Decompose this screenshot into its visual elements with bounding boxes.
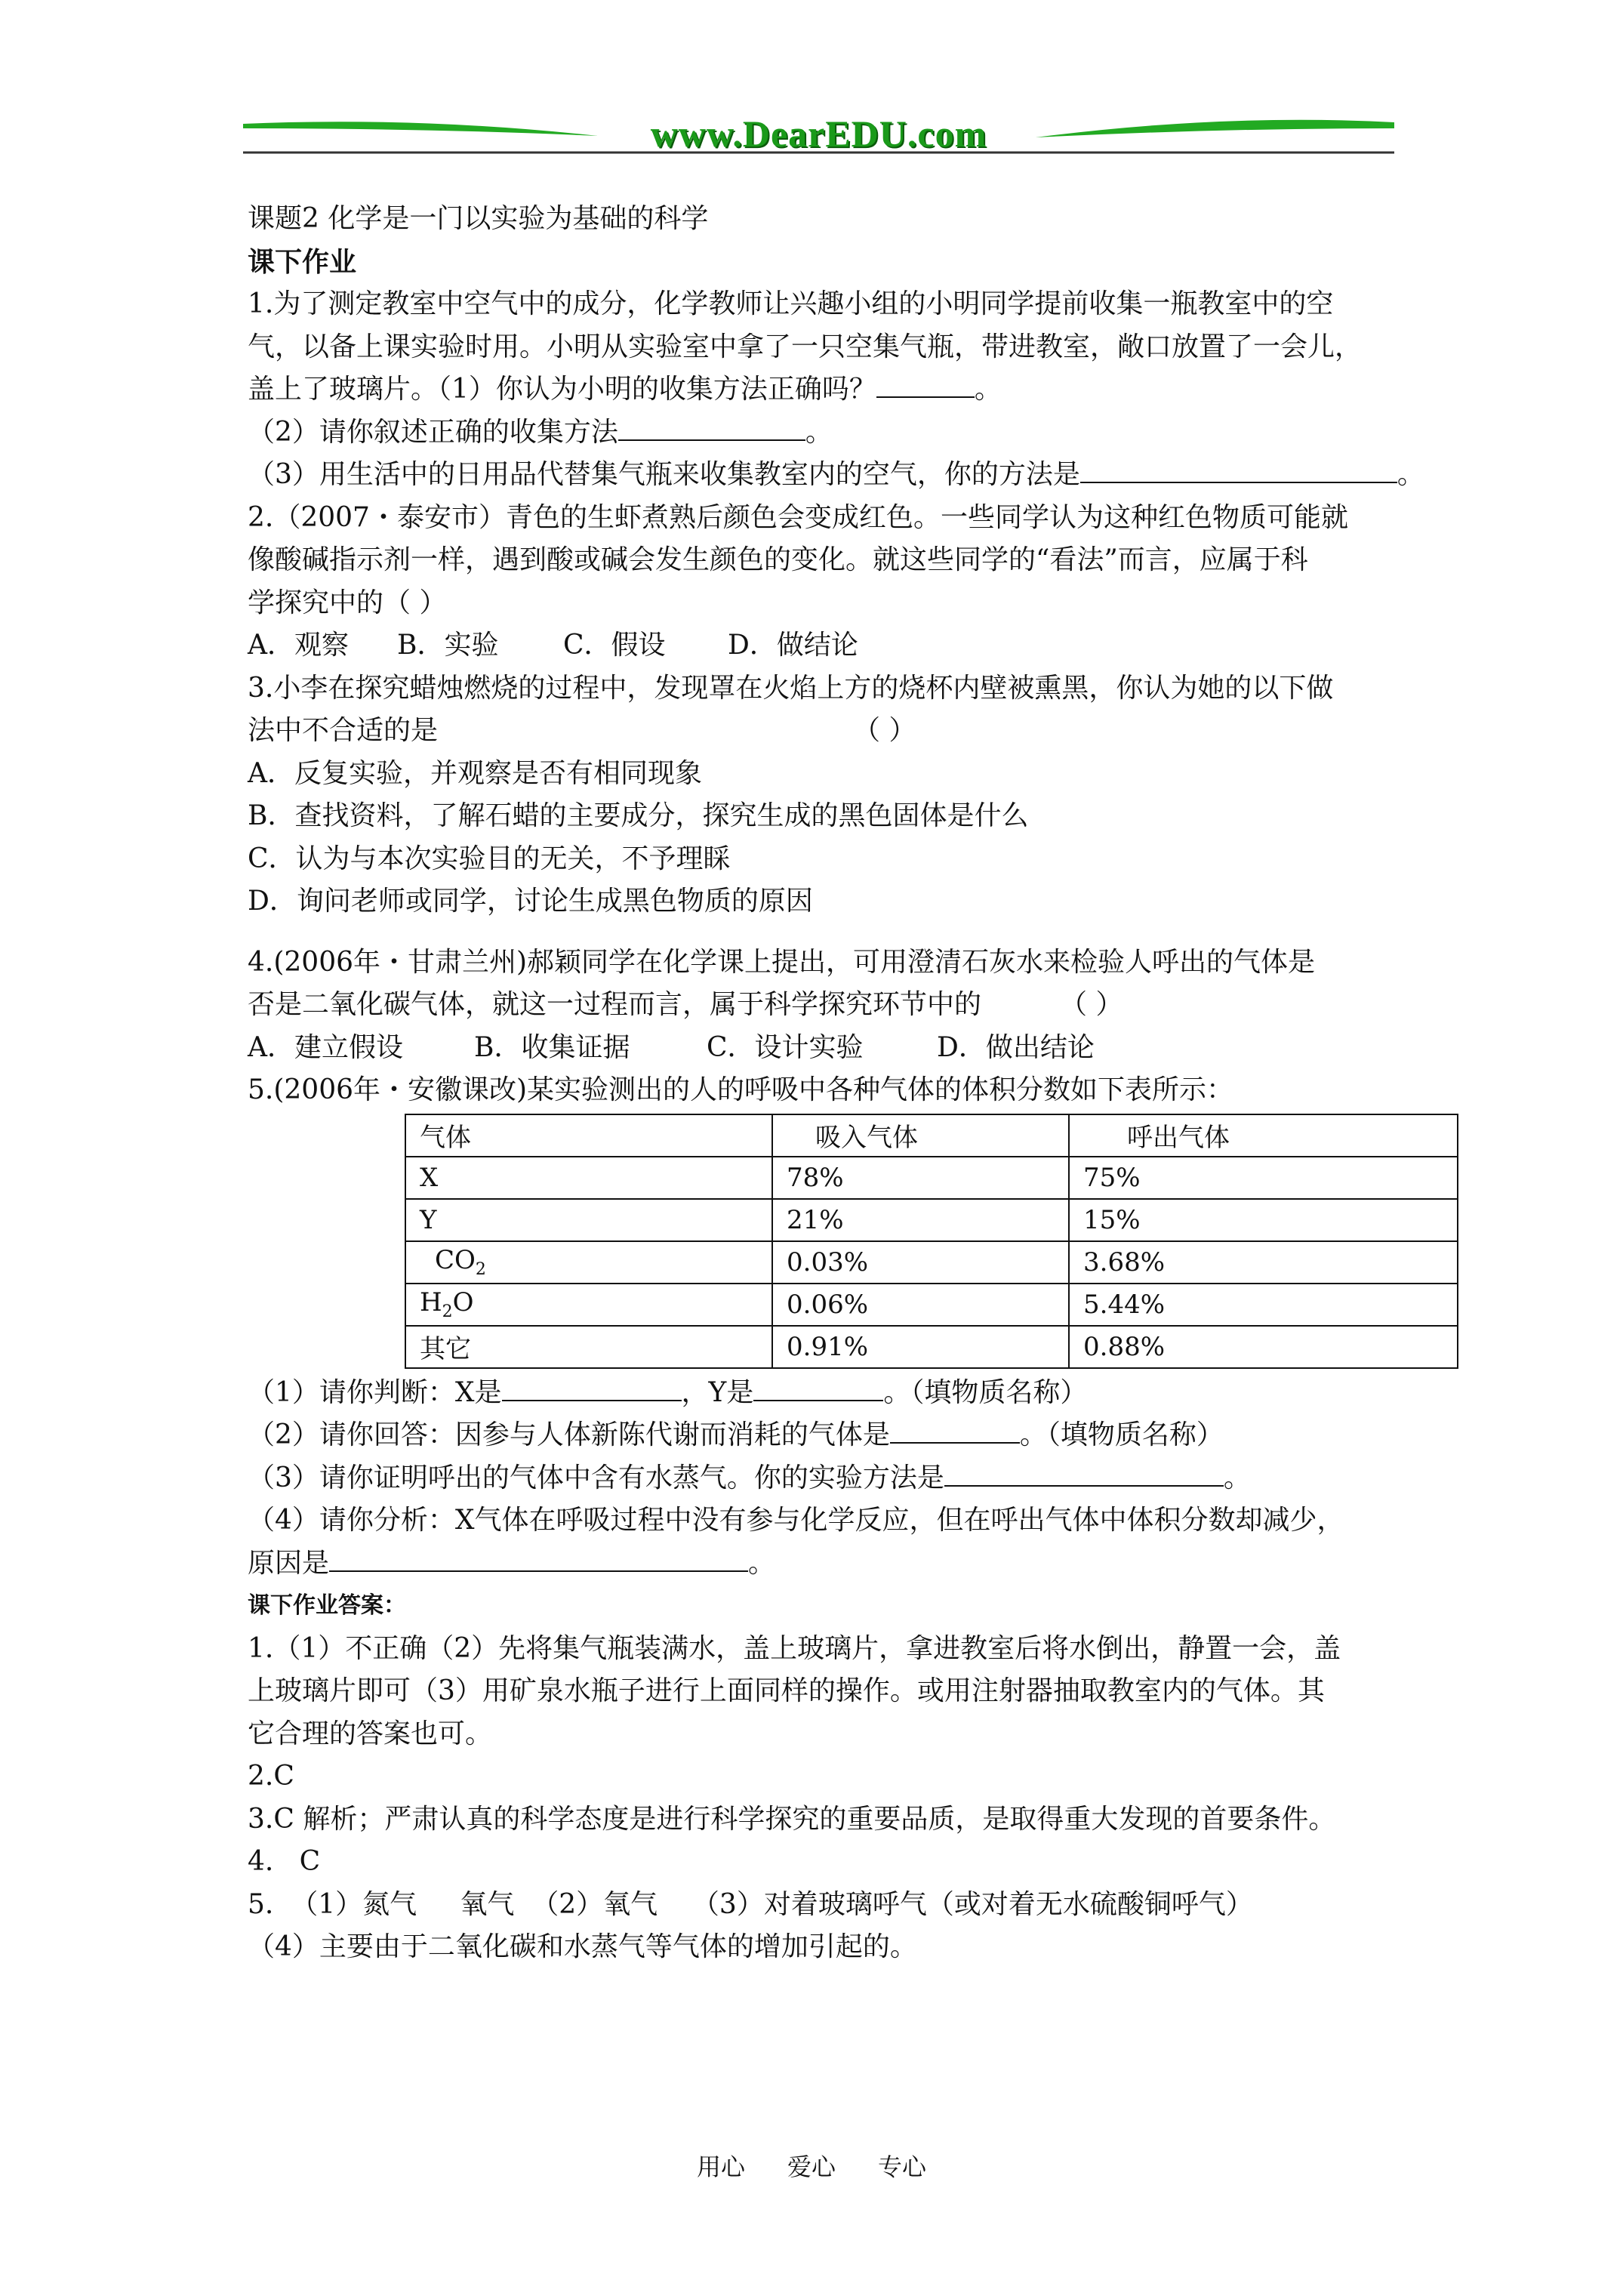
document-body — [248, 198, 1478, 1969]
q5-sub-1 — [248, 1372, 1478, 1415]
answer-1-line-2: 上玻璃片即可（3）用矿泉水瓶子进行上面同样的操作。或用注射器抽取教室内的气体。其 — [248, 1675, 1325, 1706]
q1-end-1: 。 — [974, 374, 1002, 405]
q3-prompt: 法中不合适的是 — [248, 715, 439, 746]
answer-blank-q5-y[interactable] — [753, 1377, 883, 1401]
q5-end-3: 。 — [1223, 1462, 1251, 1493]
formula-h: H — [420, 1287, 442, 1318]
q3-option-d[interactable]: D．询问老师或同学，讨论生成黑色物质的原因 — [248, 886, 813, 917]
q3-line-1: 3.小李在探究蜡烛燃烧的过程中，发现罩在火焰上方的烧杯内壁被熏黑，你认为她的以下做 — [248, 672, 1334, 704]
table-cell: 0.88% — [1069, 1326, 1458, 1368]
q2-option-d[interactable]: D．做结论 — [728, 630, 858, 661]
formula-co: CO — [435, 1245, 476, 1276]
table-cell-h2o — [405, 1284, 772, 1326]
table-cell: Y — [405, 1199, 772, 1241]
footer-word: 用心 — [696, 2153, 745, 2181]
q5-sub-4: （4）请你分析：X气体在呼吸过程中没有参与化学反应，但在呼出气体中体积分数却减少， — [248, 1505, 1344, 1536]
table-row — [405, 1241, 1458, 1284]
q2-option-c[interactable]: C．假设 — [563, 630, 666, 661]
answer-1-line-1: 1.（1）不正确（2）先将集气瓶装满水，盖上玻璃片，拿进教室后将水倒出，静置一会，盖 — [248, 1632, 1341, 1664]
q4-prompt: 否是二氧化碳气体，就这一过程而言，属于科学探究环节中的 — [248, 989, 982, 1020]
q3-option-a[interactable]: A．反复实验，并观察是否有相同现象 — [248, 757, 702, 789]
table-cell: 3.68% — [1069, 1241, 1458, 1284]
page-footer — [0, 2148, 1623, 2183]
q3-option-c[interactable]: C．认为与本次实验目的无关，不予理睬 — [248, 843, 731, 874]
q5-sub-2 — [248, 1414, 1478, 1457]
q5-end-5: 。 — [748, 1547, 776, 1579]
answer-blank-q5-4[interactable] — [329, 1548, 748, 1572]
answer-blank-q1-1[interactable] — [876, 374, 975, 398]
site-header-banner — [243, 106, 1394, 159]
answer-blank-q5-2[interactable] — [890, 1419, 1020, 1444]
table-row — [405, 1284, 1458, 1326]
q1-prompt-1: 盖上了玻璃片。（1）你认为小明的收集方法正确吗？ — [248, 374, 876, 405]
q4-option-d[interactable]: D．做出结论 — [937, 1031, 1095, 1063]
answer-2: 2.C — [248, 1761, 294, 1792]
table-row — [405, 1326, 1458, 1368]
q1-prompt-3: （3）用生活中的日用品代替集气瓶来收集教室内的空气，你的方法是 — [248, 459, 1080, 490]
q2-line-2: 像酸碱指示剂一样，遇到酸或碱会发生颜色的变化。就这些同学的“看法”而言，应属于科 — [248, 544, 1308, 575]
q2-option-b[interactable]: B．实验 — [397, 630, 499, 661]
table-cell: 15% — [1069, 1199, 1458, 1241]
question-3 — [248, 667, 1478, 923]
table-cell-co2 — [405, 1241, 772, 1284]
q4-option-a[interactable]: A．建立假设 — [248, 1031, 403, 1063]
table-cell: 78% — [772, 1157, 1069, 1199]
answer-3: 3.C 解析；严肃认真的科学态度是进行科学探究的重要品质，是取得重大发现的首要条件。 — [248, 1803, 1336, 1835]
q4-options — [248, 1027, 1478, 1070]
q5-end-1: 。（填物质名称） — [883, 1376, 1088, 1408]
q1-line-2: 气，以备上课实验时用。小明从实验室中拿了一只空集气瓶，带进教室，敞口放置了一会儿， — [248, 331, 1363, 362]
q3-option-b[interactable]: B．查找资料，了解石蜡的主要成分，探究生成的黑色固体是什么 — [248, 800, 1029, 831]
q1-line-5 — [248, 454, 1478, 497]
q5-intro: 5.(2006年・安徽课改)某实验测出的人的呼吸中各种气体的体积分数如下表所示： — [248, 1074, 1234, 1105]
spacer — [248, 923, 1478, 942]
q1-line-1: 1.为了测定教室中空气中的成分，化学教师让兴趣小组的小明同学提前收集一瓶教室中的空 — [248, 288, 1334, 319]
q5-sub-5 — [248, 1542, 1478, 1586]
table-header-cell: 呼出气体 — [1069, 1114, 1458, 1157]
question-1 — [248, 283, 1478, 497]
table-header-cell: 吸入气体 — [772, 1114, 1069, 1157]
answer-5-line-1: 5. （1）氮气 氧气 （2）氧气 （3）对着玻璃呼气（或对着无水硫酸铜呼气） — [248, 1888, 1253, 1920]
answers-heading: 课下作业答案： — [248, 1592, 406, 1619]
site-logo-text: www.DearEDU.com — [650, 112, 987, 155]
q3-line-2 — [248, 710, 1478, 753]
q2-line-1: 2.（2007・泰安市）青色的生虾煮熟后颜色会变成红色。一些同学认为这种红色物质可能就 — [248, 501, 1348, 533]
q4-option-c[interactable]: C．设计实验 — [707, 1031, 864, 1063]
table-header-cell: 气体 — [405, 1114, 772, 1157]
page-title: 课题2 化学是一门以实验为基础的科学 — [248, 203, 709, 234]
subscript-2: 2 — [475, 1259, 486, 1279]
subscript-2: 2 — [442, 1302, 453, 1321]
table-cell: 5.44% — [1069, 1284, 1458, 1326]
table-row — [405, 1157, 1458, 1199]
q4-option-b[interactable]: B．收集证据 — [474, 1031, 630, 1063]
answer-blank-q1-2[interactable] — [618, 417, 805, 441]
table-cell: 75% — [1069, 1157, 1458, 1199]
section-heading-homework: 课下作业 — [248, 245, 357, 278]
q1-line-4 — [248, 411, 1478, 455]
formula-o: O — [452, 1287, 474, 1318]
q5-prompt-2: （2）请你回答：因参与人体新陈代谢而消耗的气体是 — [248, 1419, 890, 1450]
q2-line-3: 学探究中的（ ） — [248, 587, 447, 618]
q4-line-2 — [248, 984, 1478, 1027]
answer-blank-q5-3[interactable] — [944, 1462, 1224, 1487]
q4-line-1: 4.(2006年・甘肃兰州)郝颖同学在化学课上提出，可用澄清石灰水来检验人呼出的气体是 — [248, 946, 1316, 978]
answer-blank-q5-x[interactable] — [502, 1377, 682, 1401]
q3-answer-bracket[interactable]: （ ） — [853, 715, 916, 746]
q2-options — [248, 624, 1478, 667]
table-cell: 21% — [772, 1199, 1069, 1241]
table-cell: 0.06% — [772, 1284, 1069, 1326]
gas-composition-table — [405, 1114, 1458, 1369]
question-4 — [248, 942, 1478, 1070]
q1-line-3 — [248, 368, 1478, 411]
q5-sub-3 — [248, 1457, 1478, 1500]
table-cell: X — [405, 1157, 772, 1199]
table-cell: 其它 — [405, 1326, 772, 1368]
q5-prompt-1: （1）请你判断：X是 — [248, 1376, 502, 1408]
q1-prompt-2: （2）请你叙述正确的收集方法 — [248, 416, 618, 448]
table-row — [405, 1199, 1458, 1241]
footer-word: 专心 — [878, 2153, 927, 2181]
q5-prompt-3: （3）请你证明呼出的气体中含有水蒸气。你的实验方法是 — [248, 1462, 944, 1493]
answers-section — [248, 1585, 1478, 1969]
q5-prompt-1b: ，Y是 — [681, 1376, 754, 1408]
question-5 — [248, 1069, 1478, 1585]
q5-prompt-5: 原因是 — [248, 1547, 330, 1579]
table-header-row — [405, 1114, 1458, 1157]
q4-answer-bracket[interactable]: （ ） — [1060, 989, 1123, 1020]
table-cell: 0.03% — [772, 1241, 1069, 1284]
table-cell: 0.91% — [772, 1326, 1069, 1368]
footer-word: 爱心 — [787, 2153, 836, 2181]
q5-end-2: 。（填物质名称） — [1019, 1419, 1224, 1450]
q1-end-3: 。 — [1397, 459, 1424, 490]
answer-5-line-2: （4）主要由于二氧化碳和水蒸气等气体的增加引起的。 — [248, 1931, 917, 1962]
q1-end-2: 。 — [805, 416, 833, 448]
q2-option-a[interactable]: A．观察 — [248, 630, 349, 661]
answer-4: 4. C — [248, 1846, 321, 1877]
question-2 — [248, 497, 1478, 667]
answer-1-line-3: 它合理的答案也可。 — [248, 1718, 493, 1749]
answer-blank-q1-3[interactable] — [1080, 459, 1397, 483]
